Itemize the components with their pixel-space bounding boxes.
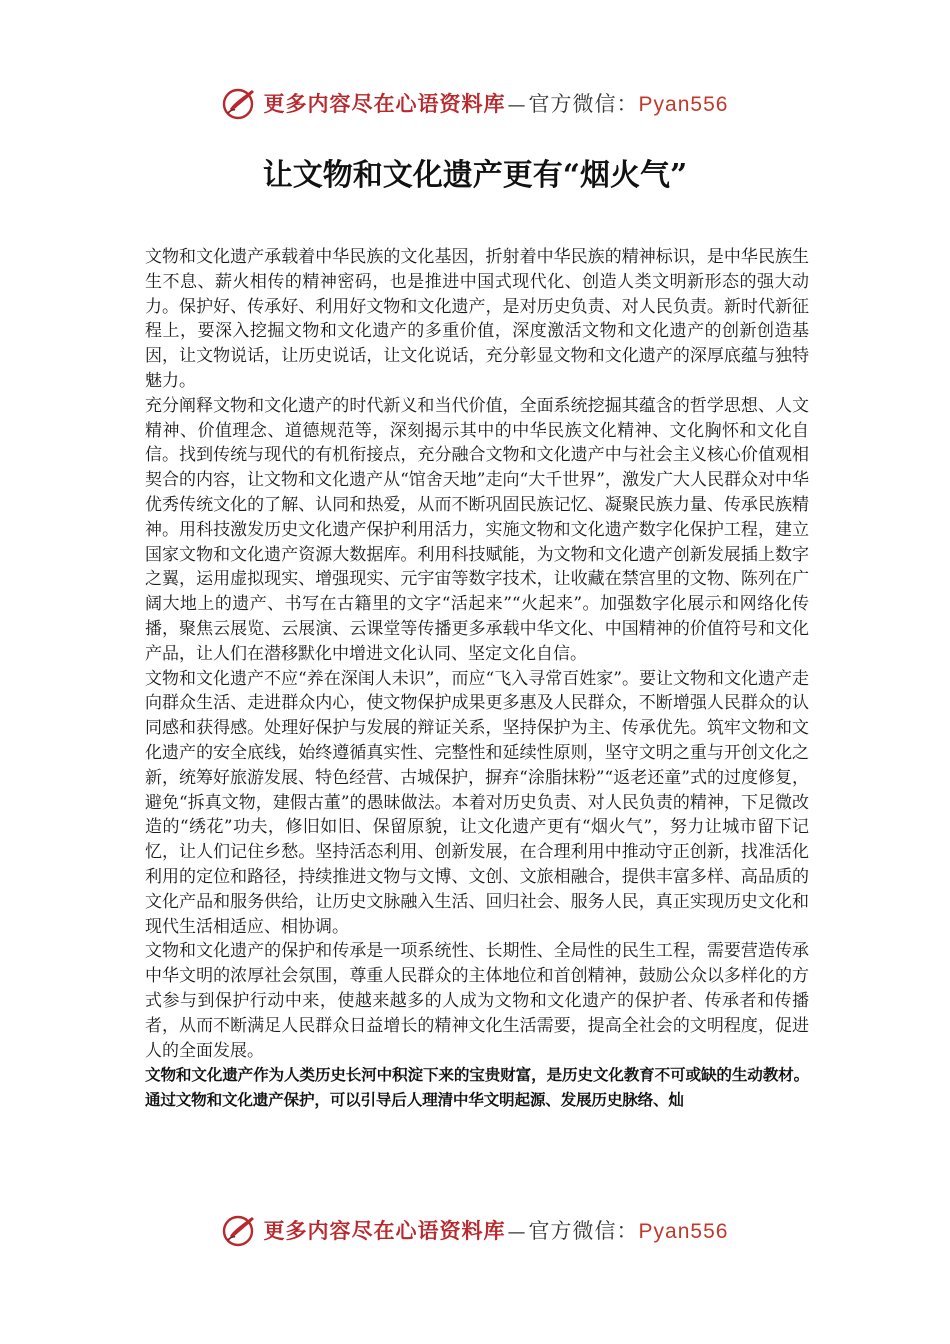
banner-wechat-label: 官方微信： bbox=[528, 92, 639, 116]
paragraph-5: 文物和文化遗产作为人类历史长河中积淀下来的宝贵财富，是历史文化教育不可或缺的生动教材。通过文物和文化遗产保护，可以引导后人理清中华文明起源、发展历史脉络、灿 bbox=[145, 1066, 809, 1110]
banner-brand: 更多内容尽在心语资料库 bbox=[263, 91, 506, 116]
paragraph-4: 文物和文化遗产的保护和传承是一项系统性、长期性、全局性的民生工程，需要营造传承中华文明的浓厚社会氛围，尊重人民群众的主体地位和首创精神，鼓励公众以多样化的方式参与到保护行动中来，使越来越多的人成为文物和文化遗产的保护者、传承者和传播者，从而不断满足人民群众日益增长的精神文化生活需要，提高全社会的文明程度，促进人的全面发展。 bbox=[145, 941, 809, 1061]
banner-wechat-id: Pyan556 bbox=[638, 1220, 729, 1243]
paragraph-3: 文物和文化遗产不应“养在深闺人未识”，而应“飞入寻常百姓家”。要让文物和文化遗产走向群众生活、走进群众内心，使文物保护成果更多惠及人民群众，不断增强人民群众的认同感和获得感。处理好保护与发展的辩证关系，坚持保护为主、传承优先。筑牢文物和文化遗产的安全底线，始终遵循真实性、完整性和延续性原则，坚守文明之重与开创文化之新，统筹好旅游发展、特色经营、古城保护，摒弃“涂脂抹粉”“返老还童”式的过度修复，避免“拆真文物，建假古董”的愚昧做法。本着对历史负责、对人民负责的精神，下足微改造的“绣花”功夫，修旧如旧、保留原貌，让文化遗产更有“烟火气”，努力让城市留下记忆，让人们记住乡愁。坚持活态利用、创新发展，在合理利用中推动守正创新，找准活化利用的定位和路径，持续推进文物与文博、文创、文旅相融合，提供丰富多样、高品质的文化产品和服务供给，让历史文脉融入生活、回归社会、服务人民，真正实现历史文化和现代生活相适应、相协调。 bbox=[145, 668, 809, 937]
banner-brand: 更多内容尽在心语资料库 bbox=[263, 1218, 506, 1243]
article-body bbox=[145, 245, 809, 1113]
paragraph-2: 充分阐释文物和文化遗产的时代新义和当代价值，全面系统挖掘其蕴含的哲学思想、人文精神、价值理念、道德规范等，深刻揭示其中的中华民族文化精神、文化胸怀和文化自信。找到传统与现代的有机衔接点，充分融合文物和文化遗产中与社会主义核心价值观相契合的内容，让文物和文化遗产从“馆舍天地”走向“大千世界”，激发广大人民群众对中华优秀传统文化的了解、认同和热爱，从而不断巩固民族记忆、凝聚民族力量、传承民族精神。用科技激发历史文化遗产保护利用活力，实施文物和文化遗产数字化保护工程，建立国家文物和文化遗产资源大数据库。利用科技赋能，为文物和文化遗产创新发展插上数字之翼，运用虚拟现实、增强现实、元宇宙等数字技术，让收藏在禁宫里的文物、陈列在广阔大地上的遗产、书写在古籍里的文字“活起来”“火起来”。加强数字化展示和网络化传播，聚焦云展览、云展演、云课堂等传播更多承载中华文化、中国精神的价值符号和文化产品，让人们在潜移默化中增进文化认同、坚定文化自信。 bbox=[145, 395, 809, 664]
banner-wechat-label: 官方微信： bbox=[528, 1219, 639, 1243]
footer-banner bbox=[0, 1210, 950, 1250]
banner-text bbox=[264, 88, 729, 118]
paragraph-1: 文物和文化遗产承载着中华民族的文化基因，折射着中华民族的精神标识，是中华民族生生不息、薪火相传的精神密码，也是推进中国式现代化、创造人类文明新形态的强大动力。保护好、传承好、利用好文物和文化遗产，是对历史负责、对人民负责。新时代新征程上，要深入挖掘文物和文化遗产的多重价值，深度激活文物和文化遗产的创新创造基因，让文物说话，让历史说话，让文化说话，充分彰显文物和文化遗产的深厚底蕴与独特魅力。 bbox=[145, 247, 809, 391]
pen-logo-icon bbox=[222, 1212, 258, 1248]
header-banner bbox=[0, 83, 950, 123]
banner-text bbox=[264, 1215, 729, 1245]
banner-dash: — bbox=[507, 1222, 527, 1243]
banner-dash: — bbox=[507, 95, 527, 116]
page-title: 让文物和文化遗产更有“烟火气” bbox=[262, 158, 688, 193]
pen-logo-icon bbox=[222, 85, 258, 121]
banner-wechat-id: Pyan556 bbox=[638, 93, 729, 116]
